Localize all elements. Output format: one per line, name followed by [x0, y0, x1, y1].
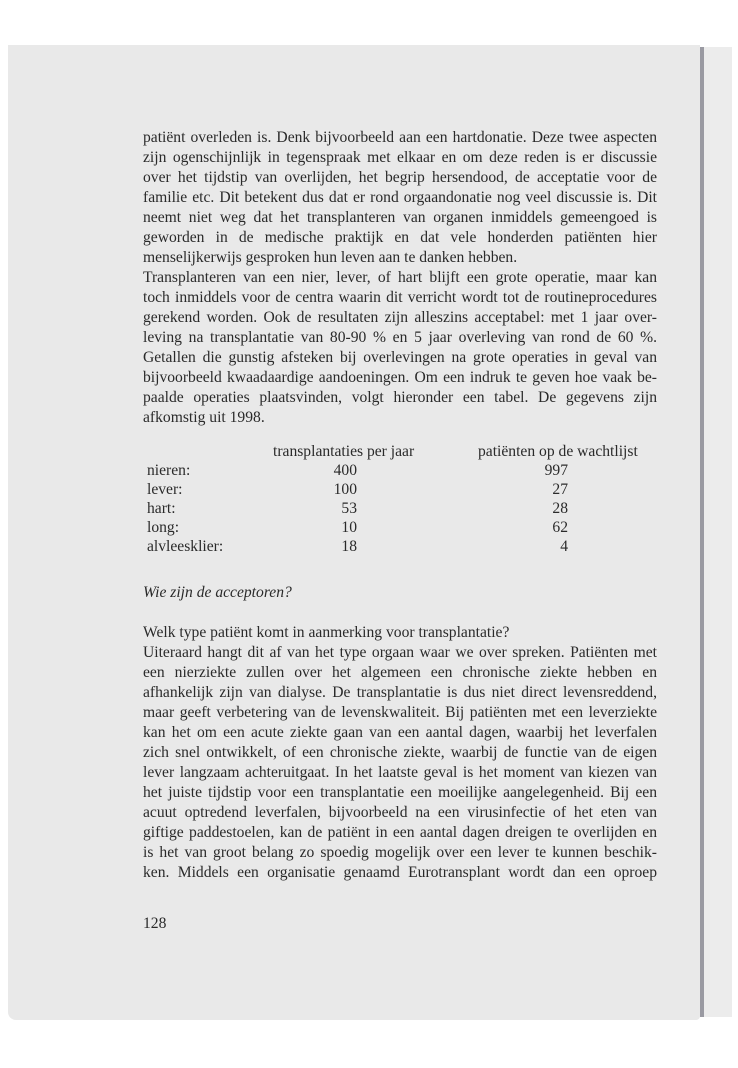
text-line: giftige paddestoelen, kan de patiënt in een aantal dagen dreigen te overlijden en	[143, 824, 657, 841]
text-line: kan het om een acute ziekte gaan van een aantal dagen, waarbij het leverfalen	[143, 724, 657, 741]
organ-label: alvleesklier:	[147, 538, 224, 555]
paragraph	[143, 643, 657, 883]
waitlist-value: 62	[552, 519, 568, 536]
table-row	[143, 499, 673, 518]
text-line: Getallen die gunstig afsteken bij overlevingen na grote operaties in geval van	[143, 349, 657, 366]
text-line: zich snel ontwikkelt, of een chronische ziekte, waarbij de functie van de eigen	[143, 744, 657, 761]
waitlist-value: 4	[560, 538, 568, 555]
transplants-value: 18	[341, 538, 357, 555]
organ-label: hart:	[147, 500, 176, 517]
table-row	[143, 518, 673, 537]
body-text-bottom	[143, 623, 657, 883]
text-line: geworden in de medische praktijk en dat vele honderden patiënten hier	[143, 229, 657, 246]
table-row	[143, 480, 673, 499]
text-line: menselijkerwijs gesproken hun leven aan te danken hebben.	[143, 249, 518, 266]
text-line: toch inmiddels voor de centra waarin dit verricht wordt tot de routineprocedures	[143, 289, 657, 306]
text-line: lever langzaam achteruitgaat. In het laatste geval is het moment van kiezen van	[143, 764, 657, 781]
section-heading: Wie zijn de acceptoren?	[143, 584, 292, 601]
text-line: afkomstig uit 1998.	[143, 409, 265, 426]
paragraph	[143, 268, 657, 428]
text-line: ken. Middels een organisatie genaamd Eurotransplant wordt dan een oproep	[143, 864, 657, 881]
transplant-table	[143, 442, 673, 556]
paragraph	[143, 623, 657, 643]
organ-label: lever:	[147, 481, 183, 498]
text-line: een nierziekte zullen over het algemeen een chronische ziekte hebben en	[143, 664, 657, 681]
waitlist-value: 27	[552, 481, 568, 498]
text-line: het juiste tijdstip voor een transplantatie een moeilijke aangelegenheid. Bij een	[143, 784, 657, 801]
text-line: familie etc. Dit betekent dus dat er rond orgaandonatie nog veel discussie is. Dit	[143, 189, 657, 206]
transplants-value: 100	[333, 481, 357, 498]
text-line: Uiteraard hangt dit af van het type orgaan waar we over spreken. Patiënten met	[143, 644, 657, 661]
page-stack	[704, 47, 732, 1017]
header-transplants: transplantaties per jaar	[273, 443, 415, 460]
text-line: patiënt overleden is. Denk bijvoorbeeld aan een hartdonatie. Deze twee aspecten	[143, 129, 657, 146]
table-row	[143, 461, 673, 480]
text-line: afhankelijk zijn van dialyse. De transplantatie is dus niet direct levensreddend,	[143, 684, 657, 701]
transplants-value: 53	[341, 500, 357, 517]
body-text-top	[143, 128, 657, 428]
header-waitlist: patiënten op de wachtlijst	[478, 443, 638, 460]
text-line: Welk type patiënt komt in aanmerking voor transplantatie?	[143, 624, 510, 641]
text-line: zijn ogenschijnlijk in tegenspraak met elkaar en om deze reden is er discussie	[143, 149, 657, 166]
text-line: gerekend worden. Ook de resultaten zijn alleszins acceptabel: met 1 jaar over-	[143, 309, 657, 326]
text-line: Transplanteren van een nier, lever, of hart blijft een grote operatie, maar kan	[143, 269, 657, 286]
transplants-value: 400	[333, 462, 357, 479]
paragraph	[143, 128, 657, 268]
organ-label: nieren:	[147, 462, 191, 479]
text-line: is het van groot belang zo spoedig mogelijk over een lever te kunnen beschik-	[143, 844, 657, 861]
organ-label: long:	[147, 519, 180, 536]
table-header	[143, 442, 673, 461]
text-line: maar geeft verbetering van de levenskwaliteit. Bij patiënten met een leverziekte	[143, 704, 657, 721]
text-line: over het tijdstip van overlijden, het begrip hersendood, de acceptatie voor de	[143, 169, 657, 186]
transplants-value: 10	[341, 519, 357, 536]
text-line: neemt niet weg dat het transplanteren van organen inmiddels gemeengoed is	[143, 209, 657, 226]
waitlist-value: 28	[552, 500, 568, 517]
table-row	[143, 537, 673, 556]
text-line: bijvoorbeeld kwaadaardige aandoeningen. Om een indruk te geven hoe vaak be-	[143, 369, 657, 386]
page-number: 128	[143, 915, 167, 932]
text-line: leving na transplantatie van 80-90 % en 5 jaar overleving van rond de 60 %.	[143, 329, 657, 346]
text-line: paalde operaties plaatsvinden, volgt hieronder een tabel. De gegevens zijn	[143, 389, 657, 406]
text-line: acuut optredend leverfalen, bijvoorbeeld na een virusinfectie of het eten van	[143, 804, 657, 821]
waitlist-value: 997	[544, 462, 568, 479]
